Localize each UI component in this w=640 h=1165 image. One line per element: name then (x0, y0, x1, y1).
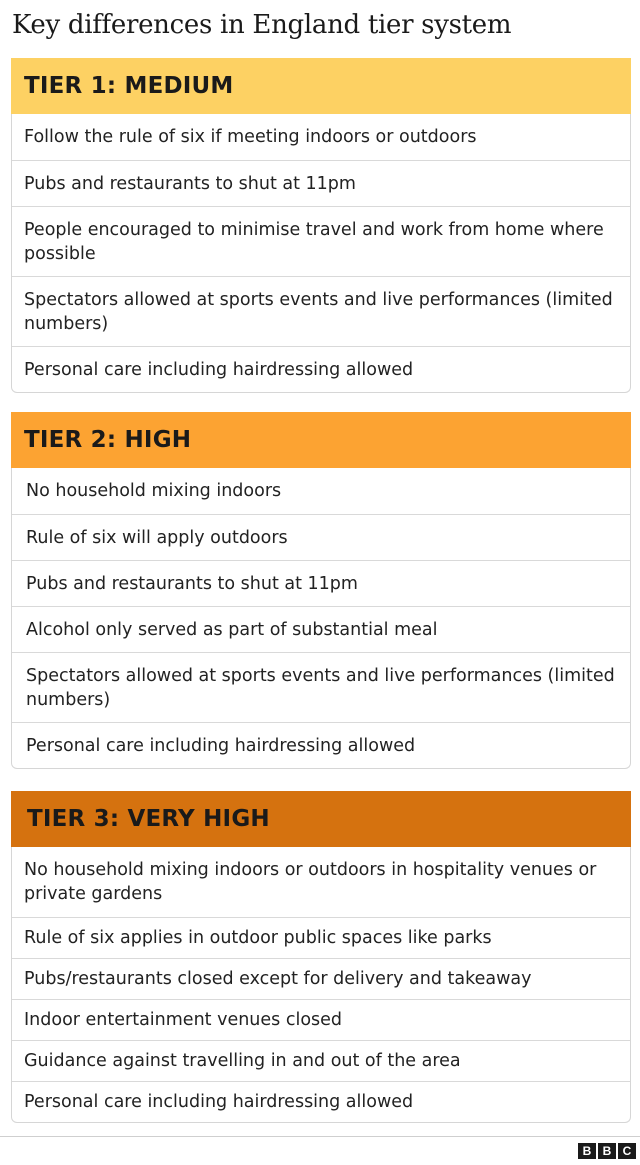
bbc-logo-letter: B (578, 1143, 596, 1159)
page-title: Key differences in England tier system (12, 10, 512, 40)
list-item: Personal care including hairdressing allowed (12, 346, 630, 392)
bbc-logo-letter: C (618, 1143, 636, 1159)
list-item: No household mixing indoors (26, 481, 282, 501)
tier-1-header: TIER 1: MEDIUM (11, 58, 631, 114)
list-item: Indoor entertainment venues closed (12, 999, 630, 1040)
footer-divider (0, 1136, 640, 1137)
tier-2-list (11, 468, 631, 769)
list-item: Spectators allowed at sports events and live performances (limited numbers) (12, 652, 630, 722)
list-item: Pubs and restaurants to shut at 11pm (12, 560, 630, 606)
list-item: Guidance against travelling in and out of the area (12, 1040, 630, 1081)
list-item: Rule of six will apply outdoors (12, 514, 630, 560)
tier-3-list (11, 847, 631, 1123)
list-item: People encouraged to minimise travel and work from home where possible (12, 206, 630, 276)
list-item: No household mixing indoors or outdoors in hospitality venues or private gardens (24, 860, 597, 904)
list-item: Spectators allowed at sports events and live performances (limited numbers) (12, 276, 630, 346)
tier-2-header: TIER 2: HIGH (11, 412, 631, 468)
bbc-logo-letter: B (598, 1143, 616, 1159)
list-item: Pubs and restaurants to shut at 11pm (12, 160, 630, 206)
list-item: Alcohol only served as part of substantial meal (12, 606, 630, 652)
list-item: Pubs/restaurants closed except for delivery and takeaway (12, 958, 630, 999)
list-item: Personal care including hairdressing allowed (12, 1081, 630, 1122)
tier-1-section (11, 58, 631, 393)
list-item: Rule of six applies in outdoor public spaces like parks (12, 917, 630, 958)
bbc-logo (578, 1143, 636, 1159)
list-item: Follow the rule of six if meeting indoors or outdoors (24, 127, 477, 147)
tier-2-section (11, 412, 631, 769)
tier-3-header: TIER 3: VERY HIGH (11, 791, 631, 847)
tier-1-list (11, 114, 631, 393)
list-item: Personal care including hairdressing allowed (12, 722, 630, 768)
tier-3-section (11, 791, 631, 1123)
